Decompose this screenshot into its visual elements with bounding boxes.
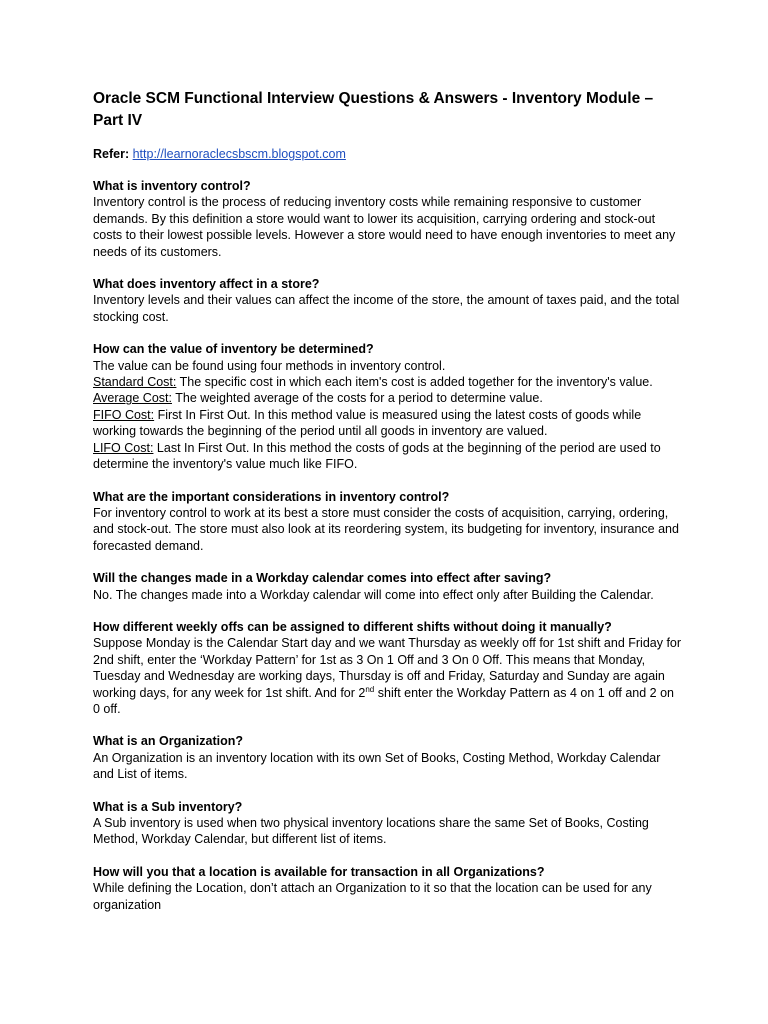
method-text: First In First Out. In this method value is measured using the latest costs of goods while working towards the beginning of the period until all goods in inventory are valued. bbox=[93, 407, 642, 439]
qa-block bbox=[93, 570, 682, 603]
qa-block bbox=[93, 341, 682, 472]
qa-block bbox=[93, 276, 682, 325]
question: Will the changes made in a Workday calendar comes into effect after saving? bbox=[93, 571, 552, 586]
answer-part: Suppose Monday is the Calendar Start day and we want Thursday as weekly off for 1st shift and Friday for 2nd shift, enter the ‘Workday Pattern’ for 1st as 3 On 1 Off and 3 On 0 Off. This means that Monday, Tuesday and Wednesday are working days, Thursday is off and Friday, Saturday and Sunday are again working days, for any week for 1st shift. And for 2 bbox=[93, 636, 682, 700]
question: How can the value of inventory be determined? bbox=[93, 342, 374, 357]
qa-block bbox=[93, 489, 682, 555]
refer-label: Refer: bbox=[93, 147, 130, 161]
answer bbox=[93, 635, 682, 717]
question: What is a Sub inventory? bbox=[93, 799, 243, 814]
answer: Inventory control is the process of reducing inventory costs while remaining responsive to customer demands. By this definition a store would want to lower its acquisition, carrying ordering and stock-out costs to their lowest possible levels. However a store would need to have enough inventories to meet any needs of its customers. bbox=[93, 195, 676, 259]
document-title: Oracle SCM Functional Interview Questions & Answers - Inventory Module – Part IV bbox=[93, 90, 654, 129]
qa-block bbox=[93, 619, 682, 717]
qa-block bbox=[93, 733, 682, 782]
method-text: The specific cost in which each item's cost is added together for the inventory's value. bbox=[176, 375, 653, 390]
refer-line bbox=[93, 146, 682, 162]
method-text: The weighted average of the costs for a period to determine value. bbox=[171, 391, 543, 406]
answer: While defining the Location, don’t attach an Organization to it so that the location can be used for any organization bbox=[93, 881, 652, 912]
question: What does inventory affect in a store? bbox=[93, 277, 320, 292]
method-lifo-cost bbox=[93, 440, 682, 473]
method-term: FIFO Cost: bbox=[93, 407, 155, 422]
qa-block bbox=[93, 864, 682, 913]
answer-part: shift enter the Workday Pattern as 4 on 1 off and 2 on 0 off. bbox=[93, 685, 674, 716]
answer: No. The changes made into a Workday calendar will come into effect only after Building the Calendar. bbox=[93, 587, 654, 602]
answer: For inventory control to work at its best a store must consider the costs of acquisition, carrying, ordering, and stock-out. The store must also look at its reordering system, its budgeting for inventory, insurance and forecasted demand. bbox=[93, 505, 679, 553]
question: What are the important considerations in inventory control? bbox=[93, 489, 450, 504]
question: How will you that a location is available for transaction in all Organizations? bbox=[93, 864, 545, 879]
method-text: Last In First Out. In this method the costs of gods at the beginning of the period are used to determine the inventory's value much like FIFO. bbox=[93, 440, 661, 472]
question: What is inventory control? bbox=[93, 179, 251, 193]
method-term: Standard Cost: bbox=[93, 375, 177, 390]
method-standard-cost bbox=[93, 374, 682, 390]
qa-block bbox=[93, 178, 682, 260]
method-fifo-cost bbox=[93, 407, 682, 440]
qa-block bbox=[93, 799, 682, 848]
method-term: Average Cost: bbox=[93, 391, 172, 406]
answer: An Organization is an inventory location with its own Set of Books, Costing Method, Workday Calendar and List of items. bbox=[93, 750, 661, 782]
method-average-cost bbox=[93, 390, 682, 406]
answer: The value can be found using four methods in inventory control. bbox=[93, 358, 446, 373]
method-term: LIFO Cost: bbox=[93, 440, 154, 455]
question: How different weekly offs can be assigned to different shifts without doing it manually? bbox=[93, 619, 612, 634]
refer-link[interactable]: http://learnoraclecsbscm.blogspot.com bbox=[132, 147, 346, 161]
ordinal-suffix: nd bbox=[365, 684, 375, 694]
question: What is an Organization? bbox=[93, 734, 244, 749]
answer: Inventory levels and their values can affect the income of the store, the amount of taxes paid, and the total stocking cost. bbox=[93, 293, 680, 324]
answer: A Sub inventory is used when two physical inventory locations share the same Set of Books, Costing Method, Workday Calendar, but different list of items. bbox=[93, 816, 649, 847]
